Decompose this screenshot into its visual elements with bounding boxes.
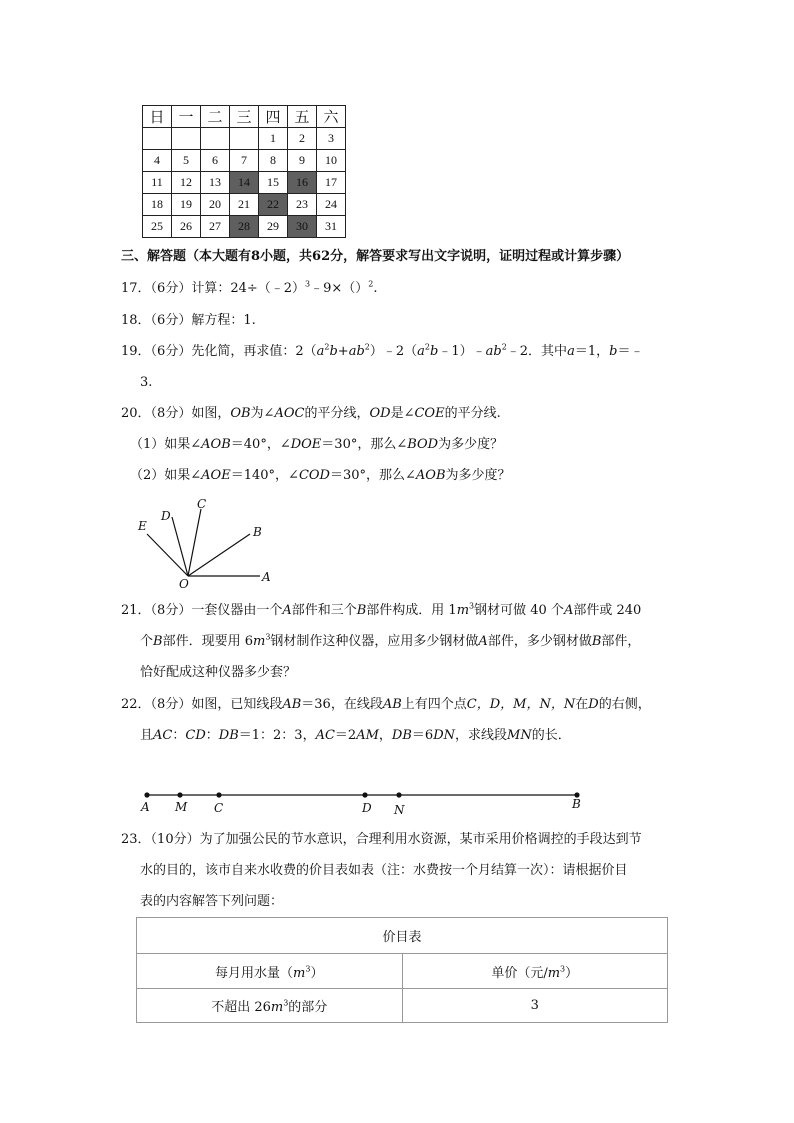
question-21: 21．（8分）一套仪器由一个A部件和三个B部件构成．用 $1m^3$钢材可做 40 个A部件或 240 bbox=[121, 601, 642, 618]
label-D: D bbox=[161, 509, 171, 523]
point-A bbox=[144, 792, 149, 797]
question-19: 19．（6分）先化简，再求值：$2(a^2b+ab^2)﹣2(a^2b﹣1)﹣ab^2﹣2$．其中a＝1，b＝﹣ bbox=[121, 342, 644, 359]
point-D bbox=[362, 792, 367, 797]
calendar-day-cell: 19 bbox=[172, 194, 201, 216]
label-M: M bbox=[175, 800, 188, 814]
label-C: C bbox=[214, 801, 224, 815]
calendar-header-cell: 五 bbox=[288, 106, 317, 128]
calendar-day-cell: 29 bbox=[259, 216, 288, 238]
calendar-header-cell: 六 bbox=[317, 106, 346, 128]
ray-OB bbox=[188, 534, 250, 576]
calendar-day-cell: 23 bbox=[288, 194, 317, 216]
calendar-header-cell: 日 bbox=[143, 106, 172, 128]
angle-figure bbox=[130, 492, 280, 592]
price-table-header-price: 单价（元$/m^3$） bbox=[402, 954, 668, 989]
question-22: 22．（8分）如图，已知线段AB＝36，在线段AB上有四个点C，D，M，N，N在D的右侧， bbox=[121, 697, 651, 712]
calendar-day-cell: 4 bbox=[143, 150, 172, 172]
calendar-day-cell: 9 bbox=[288, 150, 317, 172]
calendar-day-cell bbox=[230, 128, 259, 150]
calendar-day-cell: 3 bbox=[317, 128, 346, 150]
calendar-day-cell: 21 bbox=[230, 194, 259, 216]
calendar-day-cell: 27 bbox=[201, 216, 230, 238]
calendar-day-cell: 14 bbox=[230, 172, 259, 194]
point-N bbox=[396, 792, 401, 797]
price-table-title: 价目表 bbox=[137, 918, 668, 954]
calendar-day-cell: 7 bbox=[230, 150, 259, 172]
calendar-day-cell: 25 bbox=[143, 216, 172, 238]
label-N: N bbox=[394, 803, 405, 817]
question-17: 17．（6分）计算：24÷（﹣2）$^3$﹣9×（）$^2$. bbox=[121, 279, 378, 296]
point-C bbox=[216, 792, 221, 797]
calendar-header-cell: 一 bbox=[172, 106, 201, 128]
calendar-day-cell: 28 bbox=[230, 216, 259, 238]
question-20: 20．（8分）如图，OB为∠AOC的平分线，OD是∠COE的平分线. bbox=[121, 406, 501, 421]
question-21-line2: 个B部件．现要用 $6m^3$钢材制作这种仪器，应用多少钢材做A部件，多少钢材做B部件， bbox=[140, 632, 641, 649]
calendar-day-cell: 30 bbox=[288, 216, 317, 238]
calendar-day-cell: 20 bbox=[201, 194, 230, 216]
calendar-day-cell: 22 bbox=[259, 194, 288, 216]
question-21-line3: 恰好配成这种仪器多少套？ bbox=[140, 665, 297, 680]
label-B: B bbox=[253, 525, 262, 539]
calendar-day-cell: 13 bbox=[201, 172, 230, 194]
section-heading: 三、解答题（本大题有8小题，共62分，解答要求写出文字说明，证明过程或计算步骤） bbox=[121, 249, 630, 264]
calendar-day-cell: 6 bbox=[201, 150, 230, 172]
calendar-day-cell bbox=[143, 128, 172, 150]
calendar-day-cell: 5 bbox=[172, 150, 201, 172]
label-O: O bbox=[179, 577, 189, 591]
label-D: D bbox=[362, 801, 372, 815]
label-A: A bbox=[262, 570, 271, 584]
calendar-day-cell bbox=[172, 128, 201, 150]
label-C: C bbox=[197, 497, 207, 511]
price-table-row1-usage: 不超出 $26m^3$的部分 bbox=[137, 989, 403, 1023]
question-20-part2: （2）如果∠AOE＝140°，∠COD＝30°，那么∠AOB为多少度？ bbox=[130, 468, 511, 483]
calendar-day-cell: 24 bbox=[317, 194, 346, 216]
calendar-day-cell: 2 bbox=[288, 128, 317, 150]
question-23-line2: 水的目的，该市自来水收费的价目表如表（注：水费按一个月结算一次）：请根据价目 bbox=[140, 863, 628, 878]
label-E: E bbox=[138, 519, 147, 533]
label-B: B bbox=[572, 797, 581, 811]
point-M bbox=[177, 792, 182, 797]
question-19-line2: 3. bbox=[140, 375, 153, 390]
calendar-day-cell: 10 bbox=[317, 150, 346, 172]
question-23: 23．（10分）为了加强公民的节水意识，合理利用水资源，某市采用价格调控的手段达到节 bbox=[121, 832, 642, 847]
calendar-day-cell: 8 bbox=[259, 150, 288, 172]
calendar-day-cell: 12 bbox=[172, 172, 201, 194]
question-22-line2: 且AC：CD：DB＝1：2：3，AC＝2AM，DB＝6DN，求线段MN的长． bbox=[140, 728, 571, 743]
segment-figure bbox=[135, 783, 595, 817]
calendar-day-cell: 26 bbox=[172, 216, 201, 238]
question-23-line3: 表的内容解答下列问题： bbox=[140, 894, 284, 909]
ray-OC bbox=[188, 509, 201, 576]
price-table-row1-price: 3 bbox=[402, 989, 668, 1023]
calendar-day-cell: 16 bbox=[288, 172, 317, 194]
calendar-day-cell: 1 bbox=[259, 128, 288, 150]
question-20-part1: （1）如果∠AOB＝40°，∠DOE＝30°，那么∠BOD为多少度？ bbox=[130, 437, 504, 452]
price-table bbox=[136, 917, 668, 1023]
price-table-header-usage: 每月用水量$(m^3)$ bbox=[137, 954, 403, 989]
calendar-day-cell: 15 bbox=[259, 172, 288, 194]
question-18: 18．（6分）解方程：1. bbox=[121, 313, 256, 328]
calendar-day-cell: 18 bbox=[143, 194, 172, 216]
calendar-day-cell: 31 bbox=[317, 216, 346, 238]
calendar-day-cell bbox=[201, 128, 230, 150]
calendar-header-cell: 二 bbox=[201, 106, 230, 128]
label-A: A bbox=[141, 800, 150, 814]
calendar-header-cell: 四 bbox=[259, 106, 288, 128]
calendar-day-cell: 17 bbox=[317, 172, 346, 194]
calendar-day-cell: 11 bbox=[143, 172, 172, 194]
calendar-header-cell: 三 bbox=[230, 106, 259, 128]
calendar-table bbox=[142, 105, 346, 238]
